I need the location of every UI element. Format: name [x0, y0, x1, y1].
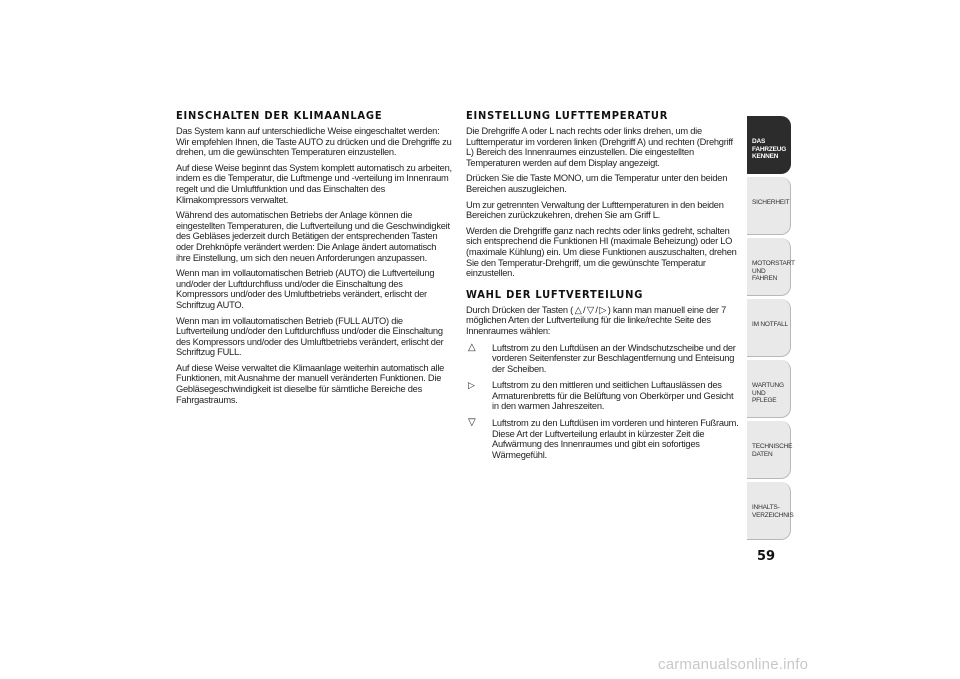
heading-air-distribution: WAHL DER LUFTVERTEILUNG	[466, 287, 644, 301]
paragraph: Um zur getrennten Verwaltung der Lufttemperaturen in den beiden Bereichen zurückzukehren, drehen Sie am Griff L.	[466, 199, 724, 221]
separator: /	[583, 304, 586, 315]
paragraph: Die Drehgriffe A oder L nach rechts oder links drehen, um die Lufttemperatur im vorderen linken (Drehgriff A) und rechten (Drehgriff L) Bereich des Innenraumes einzustellen. Die eingestellten Temperaturen werden auf dem Display angezeigt.	[466, 126, 733, 168]
tab-wartung-und-pflege[interactable]: WARTUNG UND PFLEGE	[747, 360, 791, 418]
paragraph: Auf diese Weise verwaltet die Klimaanlage weiterhin automatisch alle Funktionen, mit Ausnahme der manuell veränderten Funktionen. Die Gebläsegeschwindigkeit ist dieselbe für sämtliche Bereiche des Fahrgastraums.	[176, 362, 445, 405]
tab-inhaltsverzeichnis[interactable]: INHALTS-VERZEICHNIS	[747, 482, 791, 540]
distribution-item-dashboard	[466, 380, 742, 412]
page-number: 59	[757, 549, 776, 564]
intro-text-end: ) kann man manuell eine der 7 möglichen Arten der Luftverteilung für die linke/rechte Seite des Innenraumes wählen:	[466, 304, 727, 336]
item-text: Luftstrom zu den Luftdüsen an der Windschutzscheibe und der vorderen Seitenfenster zur Beschlagentfernung und Enteisung der Scheiben.	[492, 342, 736, 374]
distribution-item-windshield	[466, 343, 742, 375]
separator: /	[595, 304, 598, 315]
tab-sicherheit[interactable]: SICHERHEIT	[747, 177, 791, 235]
heading-air-temperature: EINSTELLUNG LUFTTEMPERATUR	[466, 109, 669, 122]
heading-climate-on: EINSCHALTEN DER KLIMAANLAGE	[176, 109, 383, 122]
left-column	[176, 109, 452, 410]
paragraph: Werden die Drehgriffe ganz nach rechts oder links gedreht, schalten sich entsprechend die Funktionen HI (maximale Beheizung) oder LO (maximale Kühlung) ein. Um diese Funktionen auszuschalten, drehen Sie den Temperatur-Drehgriff, um die gewünschte Temperatur einzustellen.	[466, 225, 737, 279]
intro-text-start: Durch Drücken der Tasten (	[466, 304, 574, 315]
tab-technische-daten[interactable]: TECHNISCHE DATEN	[747, 421, 791, 479]
distribution-item-footwell	[466, 418, 742, 460]
windshield-airflow-icon: △	[468, 341, 476, 353]
paragraph: Wenn man im vollautomatischen Betrieb (FULL AUTO) die Luftverteilung und/oder den Luftdurchfluss und/oder die Einschaltung des Kompressors und/oder des Umluftbetriebs verändert, erlischt der Schriftzug FULL.	[176, 315, 444, 358]
item-text: Luftstrom zu den Luftdüsen im vorderen und hinteren Fußraum. Diese Art der Luftverteilung erlaubt in kürzester Zeit die Aufwärmung des Innenraumes und gibt ein sofortiges Wärmegefühl.	[492, 418, 739, 460]
tab-das-fahrzeug-kennen[interactable]: DAS FAHRZEUG KENNEN	[747, 116, 791, 174]
item-text: Luftstrom zu den mittleren und seitlichen Luftauslässen des Armaturenbretts für die Belüftung von Oberkörper und Gesicht in den warmen Jahreszeiten.	[492, 380, 734, 412]
footwell-airflow-icon: ▽	[586, 304, 594, 315]
watermark: carmanualsonline.info	[658, 656, 809, 673]
tab-im-notfall[interactable]: IM NOTFALL	[747, 299, 791, 357]
paragraph: Auf diese Weise beginnt das System komplett automatisch zu arbeiten, indem es die Temperatur, die Luftmenge und -verteilung im Innenraum regelt und die Umluftfunktion und das Einschalten des Klimakompressors verwaltet.	[176, 162, 452, 205]
tab-motorstart-und-fahren[interactable]: MOTORSTART UND FAHREN	[747, 238, 791, 296]
paragraph: Während des automatischen Betriebs der Anlage können die eingestellten Temperaturen, die Luftverteilung und die Geschwindigkeit des Gebläses jederzeit durch Betätigen der entsprechenden Tasten oder Drehknöpfe verändert werden: Die Anlage ändert automatisch ihre Einstellung, um sich den neuen Anforderungen anzupassen.	[176, 210, 450, 263]
paragraph: Wenn man im vollautomatischen Betrieb (AUTO) die Luftverteilung und/oder der Luftdurchfluss und/oder die Einschaltung des Kompressors und/oder des Umluftbetriebs verändert, erlischt der Schriftzug AUTO.	[176, 268, 435, 310]
dashboard-airflow-icon: ▷	[468, 380, 475, 391]
footwell-airflow-icon: ▽	[468, 417, 476, 429]
right-column	[466, 109, 742, 466]
distribution-intro	[466, 305, 742, 337]
dashboard-airflow-icon: ▷	[599, 304, 607, 315]
windshield-airflow-icon: △	[574, 304, 582, 315]
paragraph: Drücken Sie die Taste MONO, um die Temperatur unter den beiden Bereichen auszugleichen.	[466, 173, 728, 194]
paragraph: Das System kann auf unterschiedliche Weise eingeschaltet werden: Wir empfehlen Ihnen, die Taste AUTO zu drücken und die Drehgriffe zu drehen, um die gewünschten Temperaturen einzustellen.	[176, 126, 452, 158]
